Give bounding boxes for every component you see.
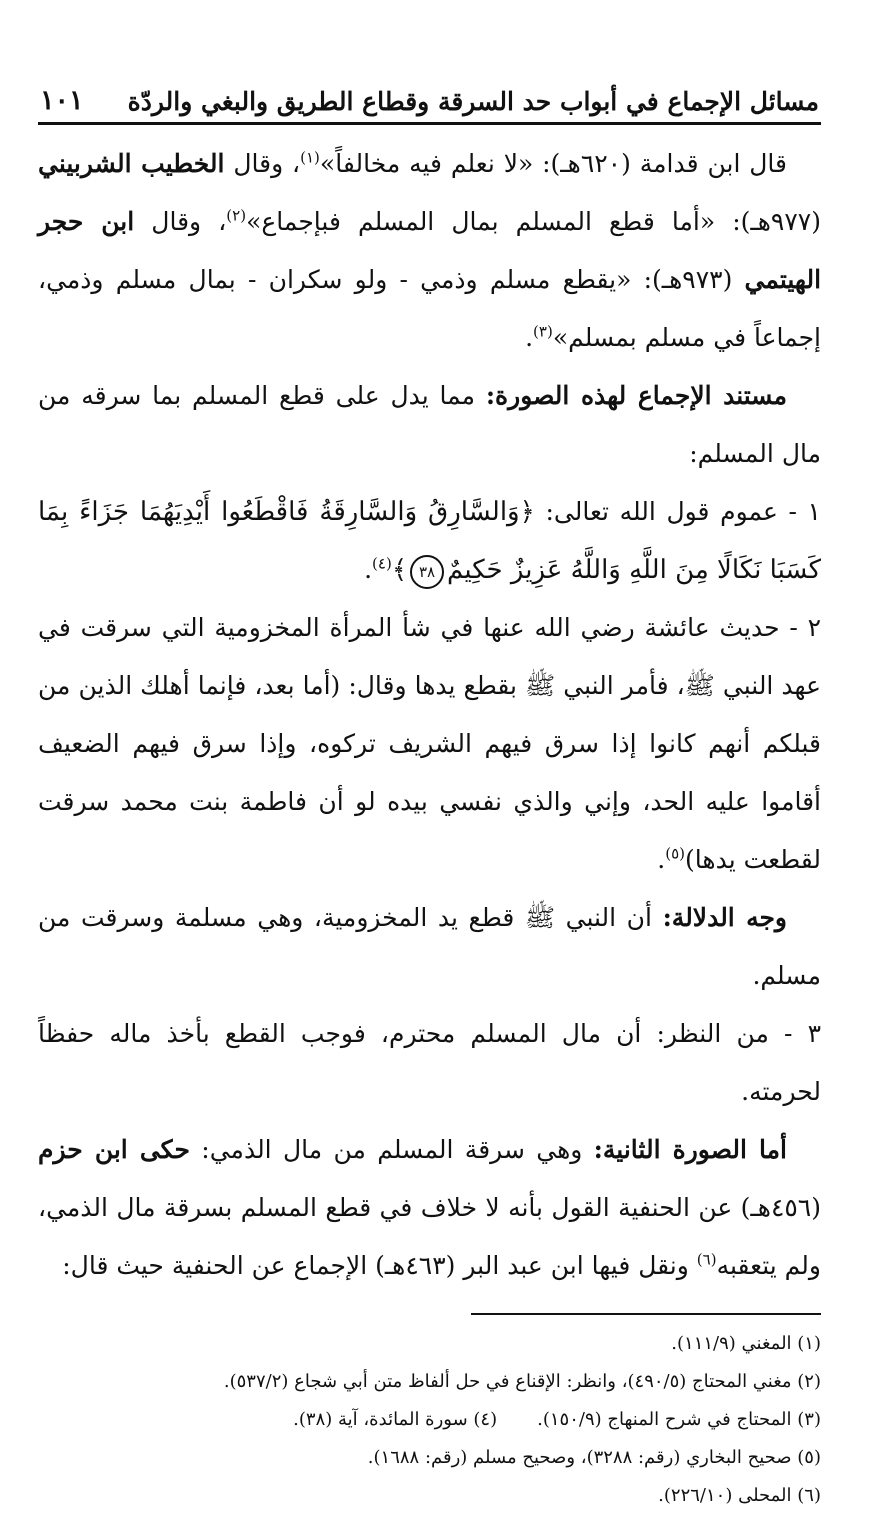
quran-close-bracket: ﴾ — [391, 555, 408, 585]
quran-verse: ﴿وَالسَّارِقُ وَالسَّارِقَةُ فَاقْطَعُوا أَيْدِيَهُمَا جَزَاءً بِمَا كَسَبَا نَكَالًا مِنَ اللَّهِ وَاللَّهُ عَزِيزٌ حَكِيمٌ — [38, 497, 821, 585]
paragraph-quran-evidence — [38, 483, 821, 599]
evidence-1-intro: ١ - عموم قول الله تعالى: — [534, 497, 821, 526]
footnote-ref-1[interactable]: (١) — [300, 148, 320, 167]
footnote-ref-2[interactable]: (٢) — [226, 206, 247, 225]
footnote-ref-3[interactable]: (٣) — [533, 322, 553, 341]
reasoning-text: ٣ - من النظر: أن مال المسلم محترم، فوجب القطع بأخذ ماله حفظاً لحرمته. — [38, 1019, 821, 1106]
haytami-quote: (٩٧٣هـ): «يقطع مسلم وذمي - ولو سكران - بمال مسلم وذمي، إجماعاً في مسلم بمسلم» — [38, 265, 821, 352]
paragraph-evidence-point — [38, 889, 821, 1005]
period: . — [657, 845, 666, 874]
footnote-ref-6[interactable]: (٦) — [696, 1250, 717, 1269]
evidence-heading: مستند الإجماع لهذه الصورة: — [485, 381, 787, 410]
connector-text: ، وقال — [224, 149, 301, 178]
scholar-name-haytami: ابن حجر الهيتمي — [38, 207, 822, 294]
period: . — [525, 323, 534, 352]
second-case-text-end: ونقل فيها ابن عبد البر (٤٦٣هـ) الإجماع عن الحنفية حيث قال: — [62, 1251, 697, 1280]
evidence-intro: مما يدل على قطع المسلم بما سرقه من مال المسلم: — [38, 381, 821, 468]
second-case-text: (٤٥٦هـ) عن الحنفية القول بأنه لا خلاف في قطع المسلم بسرقة مال الذمي، ولم يتعقبه — [38, 1193, 821, 1280]
paragraph-evidence-heading — [38, 367, 821, 483]
footnote-3: (٣) المحتاج في شرح المنهاج (١٥٠/٩). — [537, 1409, 821, 1430]
footnote-1: (١) المغني (١١١/٩). — [671, 1333, 821, 1354]
footnote-2: (٢) مغني المحتاج (٤٩٠/٥)، وانظر: الإقناع في حل ألفاظ متن أبي شجاع (٥٣٧/٢). — [223, 1371, 821, 1392]
page-number: ١٠١ — [40, 85, 84, 116]
connector-text: ، وقال — [134, 207, 227, 236]
scholar-name-shirbini: الخطيب الشربيني — [38, 149, 225, 178]
ayah-number-marker: ٣٨ — [410, 555, 444, 589]
hadith-text: ٢ - حديث عائشة رضي الله عنها في شأ المرأة المخزومية التي سرقت في عهد النبي ﷺ، فأمر النبي ﷺ بقطع يدها وقال: (أما بعد، فإنما أهلك الذين من قبلكم أنهم كانوا إذا سرق فيهم الشريف تركوه، وإذا سرق فيهم الضعيف أقاموا عليه الحد، وإني والذي نفسي بيده لو أن فاطمة بنت محمد سرقت لقطعت يدها) — [38, 613, 821, 874]
footnote-ref-4[interactable]: (٤) — [372, 554, 392, 573]
paragraph-second-case — [38, 1121, 821, 1295]
evidence-point-text: أن النبي ﷺ قطع يد المخزومية، وهي مسلمة وسرقت من مسلم. — [38, 903, 821, 990]
shirbini-quote: (٩٧٧هـ): «أما قطع المسلم بمال المسلم فبإجماع» — [246, 207, 821, 236]
body-text — [38, 135, 821, 1295]
page-header — [38, 62, 821, 125]
footnotes — [38, 1313, 821, 1515]
running-title: مسائل الإجماع في أبواب حد السرقة وقطاع الطريق والبغي والردّة — [127, 87, 819, 116]
paragraph-ijma-quotes — [38, 135, 821, 367]
footnote-6: (٦) المحلى (٢٢٦/١٠). — [658, 1485, 821, 1506]
paragraph-reasoning-evidence — [38, 1005, 821, 1121]
ibn-hazm-reported: حكى ابن حزم — [38, 1135, 190, 1164]
footnote-4: (٤) سورة المائدة، آية (٣٨). — [293, 1409, 498, 1430]
second-case-heading: أما الصورة الثانية: — [593, 1135, 787, 1164]
evidence-point-heading: وجه الدلالة: — [662, 903, 788, 932]
footnote-3-4-line — [38, 1401, 821, 1439]
second-case-description: وهي سرقة المسلم من مال الذمي: — [189, 1135, 594, 1164]
ibn-qudama-quote: قال ابن قدامة (٦٢٠هـ): «لا نعلم فيه مخالفاً» — [319, 149, 787, 178]
footnote-divider — [471, 1313, 821, 1315]
paragraph-hadith-evidence — [38, 599, 821, 889]
period: . — [364, 555, 373, 584]
footnote-ref-5[interactable]: (٥) — [665, 844, 686, 863]
footnote-5: (٥) صحيح البخاري (رقم: ٣٢٨٨)، وصحيح مسلم (رقم: ١٦٨٨). — [367, 1447, 821, 1468]
